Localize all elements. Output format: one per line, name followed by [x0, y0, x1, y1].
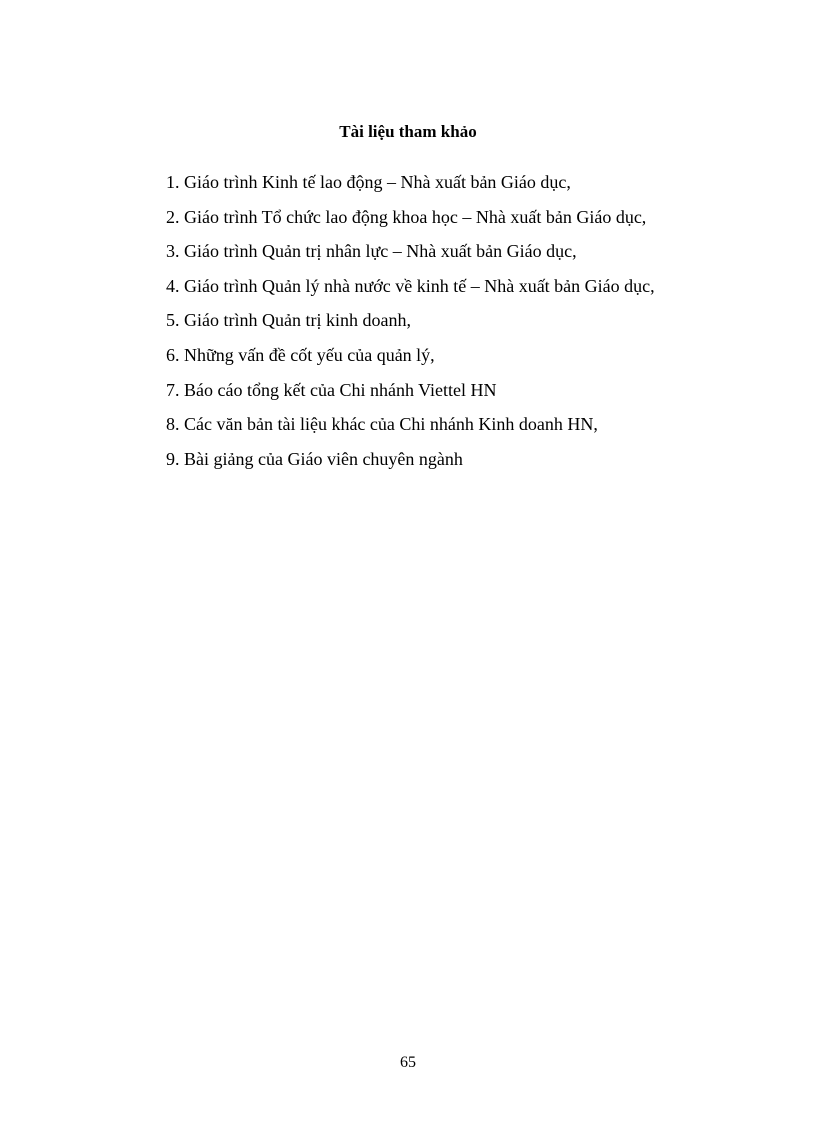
reference-item: 6. Những vấn đề cốt yếu của quản lý,	[166, 344, 435, 365]
reference-item: 9. Bài giảng của Giáo viên chuyên ngành	[166, 448, 463, 469]
reference-item: 7. Báo cáo tổng kết của Chi nhánh Viettel HN	[166, 379, 497, 400]
reference-list	[166, 171, 655, 482]
reference-item: 5. Giáo trình Quản trị kinh doanh,	[166, 310, 411, 331]
page-number: 65	[400, 1054, 416, 1071]
reference-item: 8. Các văn bản tài liệu khác của Chi nhánh Kinh doanh HN,	[166, 414, 598, 435]
reference-item: 3. Giáo trình Quản trị nhân lực – Nhà xuất bản Giáo dục,	[166, 241, 577, 262]
reference-item: 2. Giáo trình Tổ chức lao động khoa học – Nhà xuất bản Giáo dục,	[166, 206, 647, 227]
reference-item: 4. Giáo trình Quản lý nhà nước về kinh tế – Nhà xuất bản Giáo dục,	[166, 275, 655, 296]
reference-item: 1. Giáo trình Kinh tế lao động – Nhà xuất bản Giáo dục,	[166, 172, 571, 192]
page-title: Tài liệu tham khảo	[339, 122, 477, 141]
